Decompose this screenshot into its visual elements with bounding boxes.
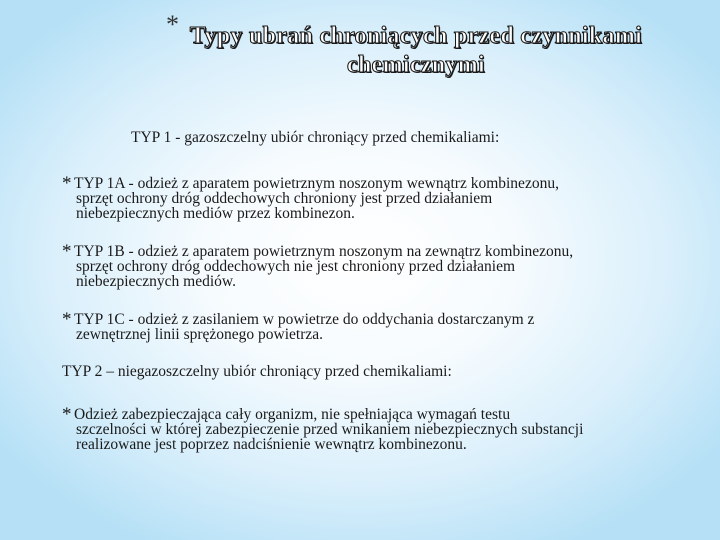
bullet-mark: * [62, 404, 72, 425]
typ1-heading: TYP 1 - gazoszczelny ubiór chroniący przed chemikaliami: [131, 129, 500, 146]
bullet-item-typ1b [62, 241, 702, 290]
bullet-item-typ1c [62, 309, 702, 343]
title-line-2: chemicznymi [347, 52, 485, 78]
item-line: sprzęt ochrony dróg oddechowych chroniony jest przed działaniem [76, 190, 493, 207]
typ2-heading: TYP 2 – niegazoszczelny ubiór chroniący przed chemikaliami: [62, 363, 452, 380]
item-line: niebezpiecznych mediów przez kombinezon. [76, 205, 355, 222]
item-line: TYP 1A - odzież z aparatem powietrznym noszonym wewnątrz kombinezonu, [74, 175, 559, 192]
item-line: TYP 1C - odzież z zasilaniem w powietrze do oddychania dostarczanym z [74, 311, 535, 328]
bullet-mark: * [62, 173, 72, 194]
item-line: zewnętrznej linii sprężonego powietrza. [76, 326, 324, 343]
slide-title [186, 22, 646, 80]
title-line-1: Typy ubrań chroniących przed czynnikami [189, 23, 643, 49]
bullet-item-typ1a [62, 173, 702, 222]
title-bullet: * [166, 10, 179, 39]
item-line: realizowane jest poprzez nadciśnienie wewnątrz kombinezonu. [76, 436, 467, 453]
item-line: sprzęt ochrony dróg oddechowych nie jest chroniony przed działaniem [76, 258, 516, 275]
bullet-mark: * [62, 241, 72, 262]
item-line: szczelności w której zabezpieczenie przed wnikaniem niebezpiecznych substancji [76, 421, 584, 438]
item-line: Odzież zabezpieczająca cały organizm, nie spełniająca wymagań testu [74, 406, 511, 423]
bullet-item-typ2 [62, 404, 702, 453]
item-line: niebezpiecznych mediów. [76, 273, 236, 290]
bullet-mark: * [62, 309, 72, 330]
item-line: TYP 1B - odzież z aparatem powietrznym noszonym na zewnątrz kombinezonu, [74, 243, 574, 260]
